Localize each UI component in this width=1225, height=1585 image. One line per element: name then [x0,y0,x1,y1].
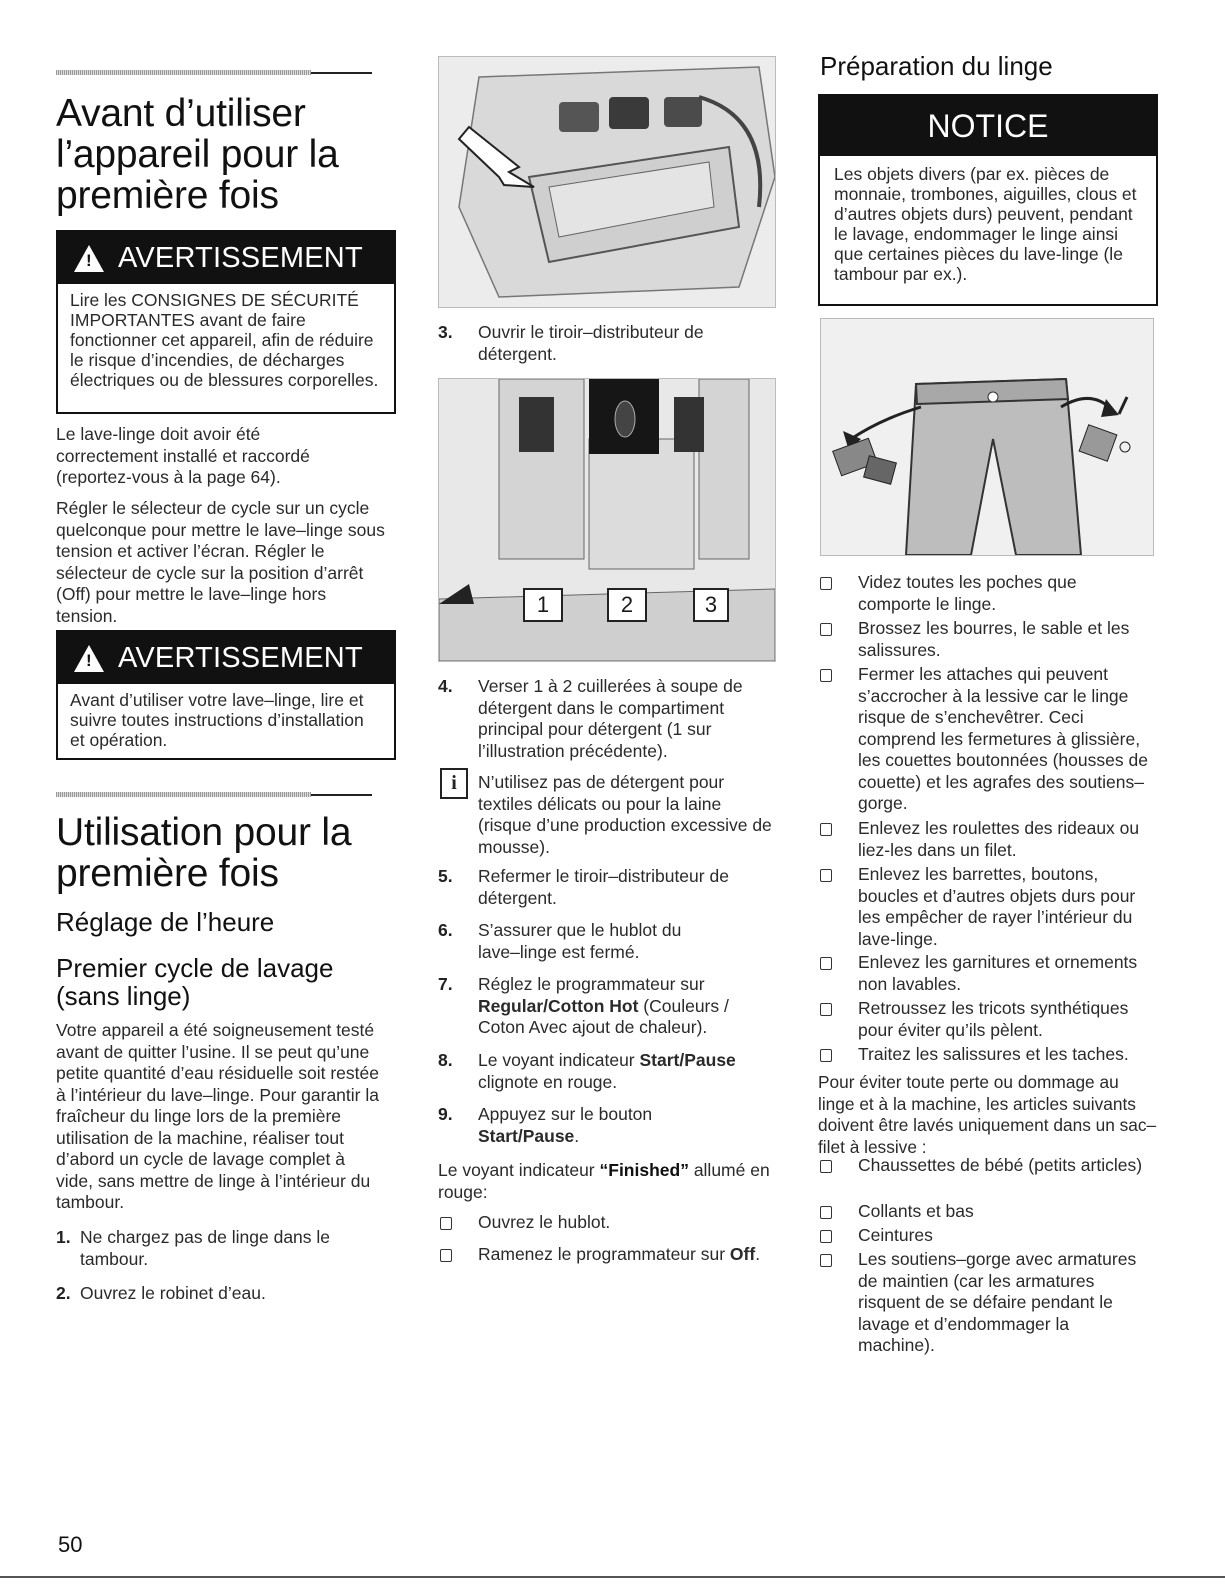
checkbox-icon [820,623,832,636]
step-text: Appuyez sur le bouton Start/Pause. [478,1104,653,1146]
step-item [438,676,778,764]
checklist-text: Videz toutes les poches que comporte le linge. [858,572,1077,614]
step-text: Ne chargez pas de linge dans le tambour. [80,1227,331,1269]
laundry-checklist [818,572,1160,1072]
checkbox-icon [820,1254,832,1267]
checkbox-icon [820,1003,832,1016]
step-item [438,920,778,964]
step-text: Réglez le programmateur sur Regular/Cotton Hot (Couleurs / Coton Avec ajout de chaleur). [478,974,729,1037]
info-icon: i [440,768,468,799]
title-line: Avant d’utiliser [56,92,306,135]
checkbox-icon [820,957,832,970]
step-item [438,1050,778,1094]
warning-text: Lire les CONSIGNES DE SÉCURITÉ IMPORTANTES avant de faire fonctionner cet appareil, afin de réduire le risque d’incendies, de décharges électriques ou de blessures corporelles. [70,290,379,390]
step-text: Le voyant indicateur Start/Pause clignote en rouge. [478,1050,736,1092]
warning-box [56,630,396,760]
title-line: Utilisation pour la [56,811,352,854]
step-number: 1. [56,1227,71,1247]
step-number: 2. [56,1283,71,1303]
wash-bag-paragraph: Pour éviter toute perte ou dommage au linge et à la machine, les articles suivants doivent être lavés uniquement dans un sac–filet à lessive : [818,1072,1157,1157]
checklist-text: Retroussez les tricots synthétiques pour éviter qu’ils pèlent. [858,998,1129,1040]
section-rule [56,794,372,796]
step-number: 9. [438,1104,453,1124]
install-paragraph: Le lave-linge doit avoir été correctement installé et raccordé (reportez-vous à la page 64). [56,424,310,487]
checklist-text: Enlevez les garnitures et ornements non lavables. [858,952,1138,994]
warning-icon: ! [74,645,104,672]
warning-label: AVERTISSEMENT [118,241,363,274]
checklist-text: Traitez les salissures et les taches. [858,1044,1129,1064]
power-paragraph: Régler le sélecteur de cycle sur un cycle quelconque pour mettre le lave–linge sous tension et activer l’écran. Régler le sélecteur de cycle sur la position d’arrêt (Off) pour mettre le lave–linge hors tension. [56,498,385,626]
page-bottom-rule [0,1576,1225,1578]
checklist-text: Collants et bas [858,1201,974,1221]
step-text: Ouvrir le tiroir–distributeur de détergent. [478,322,704,364]
warning-icon: ! [74,245,104,272]
warning-header [58,232,394,284]
step-number: 6. [438,920,453,940]
checkbox-icon [820,1206,832,1219]
subheading-line: (sans linge) [56,981,191,1011]
step-item [438,1104,778,1148]
checklist-text: Brossez les bourres, le sable et les salissures. [858,618,1130,660]
step-item [438,866,778,910]
checklist-text: Fermer les attaches qui peuvent s’accrocher à la lessive car le linge risque de s’enchevêtrer. Ceci comprend les fermetures à glissière, les couettes boutonnées (housses de couette) et les agrafes des soutiens–gorge. [858,664,1148,813]
warning-box [56,230,396,414]
detergent-drawer-open-illustration [438,56,776,308]
title-line: première fois [56,174,279,217]
subheading: Réglage de l’heure [56,907,275,937]
checklist-item [438,1212,778,1234]
checklist-text: Chaussettes de bébé (petits articles) [858,1155,1143,1175]
checkbox-icon [820,1160,832,1173]
step-item [438,322,778,366]
step-item [438,974,778,1040]
step-text: S’assurer que le hublot du lave–linge est fermé. [478,920,682,962]
section-rule [56,72,372,74]
first-cycle-paragraph: Votre appareil a été soigneusement testé avant de quitter l’usine. Il se peut qu’une petite quantité d’eau résiduelle soit restée à l’intérieur du lave–linge. Pour garantir la fraîcheur du linge lors de la première utilisation de la machine, réaliser tout d’abord un cycle de lavage complet à vide, sans mettre de linge à l’intérieur du tambour. [56,1020,379,1212]
checkbox-icon [440,1217,452,1230]
checklist-text: Enlevez les barrettes, boutons, boucles et d’autres objets durs pour les empêcher de rayer l’intérieur du lave-linge. [858,864,1136,949]
compartment-label: 1 [523,588,563,622]
checkbox-icon [820,1049,832,1062]
checklist-text: Enlevez les roulettes des rideaux ou liez-les dans un filet. [858,818,1140,860]
checklist-text: Ceintures [858,1225,933,1245]
drawer-open-drawing [439,57,775,307]
step-number: 5. [438,866,453,886]
checklist-text: Ouvrez le hublot. [478,1212,611,1232]
step-item [56,1227,396,1271]
step-number: 4. [438,676,453,696]
step-text: Refermer le tiroir–distributeur de détergent. [478,866,729,908]
warning-text: Avant d’utiliser votre lave–linge, lire et suivre toutes instructions d’installation et opération. [70,690,364,750]
step-number: 8. [438,1050,453,1070]
compartment-label: 2 [607,588,647,622]
title-line: première fois [56,852,279,895]
trousers-drawing [821,319,1153,555]
warning-header [58,632,394,684]
wash-bag-checklist [818,1155,1160,1365]
subheading [56,954,396,1010]
notice-box [818,94,1158,306]
step-number: 3. [438,322,453,342]
checklist-text: Ramenez le programmateur sur Off. [478,1244,761,1264]
checkbox-icon [820,869,832,882]
finished-paragraph: Le voyant indicateur “Finished” allumé en rouge: [438,1160,770,1202]
section-title [56,93,416,216]
notice-text: Les objets divers (par ex. pièces de monnaie, trombones, aiguilles, clous et d’autres objets durs) peuvent, pendant le lavage, endommager le linge ainsi que certaines pièces du lave-linge (le tambour par ex.). [834,164,1137,284]
detergent-drawer-compartments-illustration [438,378,776,662]
checkbox-icon [440,1249,452,1262]
checkbox-icon [820,1230,832,1243]
title-line: l’appareil pour la [56,133,339,176]
section-title [56,812,416,894]
compartment-label: 3 [693,588,729,622]
empty-pockets-illustration [820,318,1154,556]
step-number: 7. [438,974,453,994]
step-text: Ouvrez le robinet d’eau. [80,1283,266,1303]
section-heading: Préparation du linge [820,51,1053,81]
checklist-text: Les soutiens–gorge avec armatures de maintien (car les armatures risquent de se défaire pendant le lavage et d’endommager la machine). [858,1249,1137,1355]
info-note: N’utilisez pas de détergent pour textiles délicats ou pour la laine (risque d’une production excessive de mousse). [478,772,772,857]
page-number: 50 [58,1532,83,1557]
step-item [56,1283,396,1305]
step-text: Verser 1 à 2 cuillerées à soupe de détergent dans le compartiment principal pour détergent (1 sur l’illustration précédente). [478,676,743,761]
checkbox-icon [820,669,832,682]
warning-label: AVERTISSEMENT [118,641,363,674]
checkbox-icon [820,577,832,590]
checkbox-icon [820,823,832,836]
checklist-item [438,1244,778,1288]
subheading-line: Premier cycle de lavage [56,953,334,983]
notice-label: NOTICE [820,96,1156,156]
